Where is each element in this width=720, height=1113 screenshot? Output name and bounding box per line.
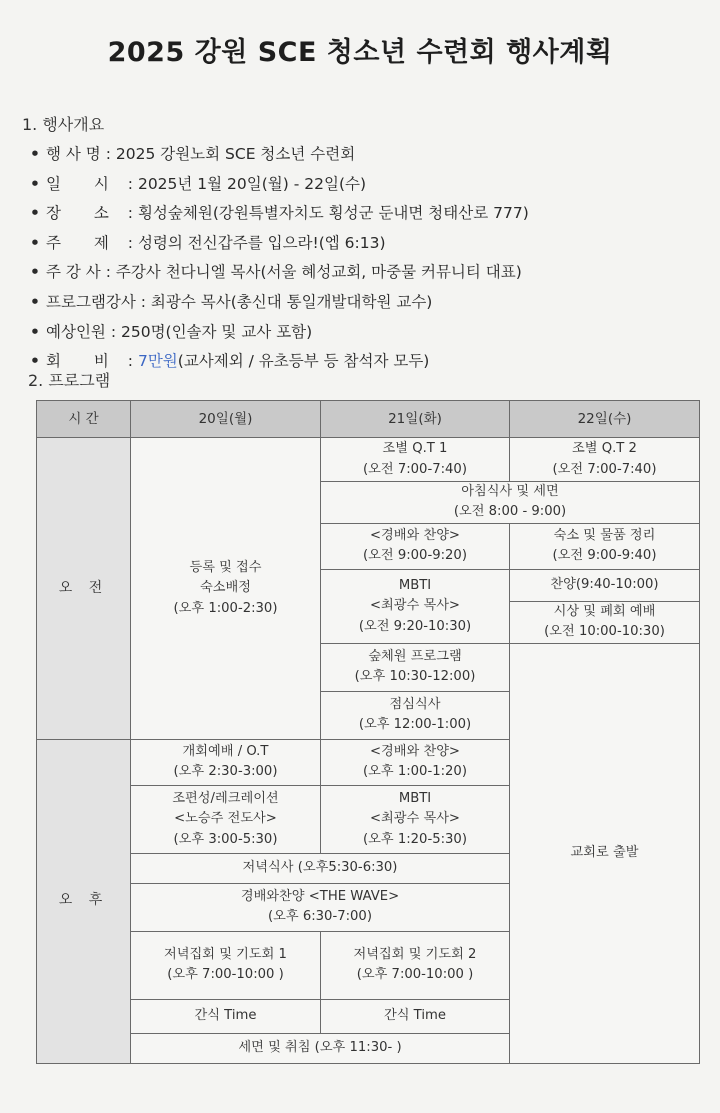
cell-title: MBTI	[398, 790, 432, 806]
cell-title: 아침식사 및 세면	[461, 484, 559, 499]
cell-title: 숙소배정	[200, 580, 251, 596]
section-heading-overview: 1. 행사개요	[22, 115, 105, 134]
info-item-fee: • 회 비 : 7만원(교사제외 / 유초등부 등 참석자 모두)	[30, 347, 529, 377]
cell-time: (오전 9:20-10:30)	[358, 618, 472, 634]
bullet-icon: •	[30, 233, 40, 252]
cell-title: <최광수 목사>	[370, 811, 460, 827]
cell-time: (오후 10:30-12:00)	[354, 669, 476, 685]
header-row	[37, 401, 700, 438]
cell-praise-d22	[510, 569, 700, 601]
bullet-icon: •	[30, 145, 40, 163]
page-title: 2025 강원 SCE 청소년 수련회 행사계획	[107, 37, 613, 68]
cell-time: (오후 7:00-10:00 )	[167, 967, 284, 983]
schedule-table	[36, 400, 700, 1064]
info-item-attendance: • 예상인원 : 250명(인솔자 및 교사 포함)	[30, 318, 529, 348]
bullet-icon: •	[30, 263, 40, 282]
section-heading-program: 2. 프로그램	[28, 371, 111, 390]
cell-time: (오전 9:00-9:40)	[552, 548, 657, 564]
cell-title: 조별 Q.T 1	[382, 441, 448, 457]
cell-time: (오전 7:00-7:40)	[363, 461, 467, 477]
info-value: (교사제외 / 유초등부 등 참석자 모두)	[177, 352, 430, 371]
header-day-20: 20일(월)	[131, 401, 321, 438]
cell-title: 조편성/레크레이션	[172, 790, 279, 806]
cell-praise-pm	[321, 739, 510, 785]
cell-time: (오전 10:00-10:30)	[544, 624, 665, 640]
cell-time: (오전 9:00-9:20)	[363, 548, 467, 564]
info-value: 2025년 1월 20일(월) - 22일(수)	[137, 174, 367, 193]
cell-time: (오후 1:00-2:30)	[173, 600, 278, 616]
cell-title: <최광수 목사>	[370, 598, 460, 614]
cell-room-cleanup	[510, 523, 700, 569]
bullet-icon: •	[30, 322, 40, 341]
cell-time: (오후 3:00-5:30)	[173, 831, 278, 847]
cell-title: MBTI	[398, 577, 432, 593]
bullet-icon: •	[30, 352, 40, 371]
info-label: 주 강 사	[46, 263, 101, 282]
cell-depart	[510, 643, 700, 1063]
cell-the-wave	[131, 883, 510, 931]
cell-praise-am	[321, 523, 510, 569]
info-item-name: • 행 사 명 : 2025 강원노회 SCE 청소년 수련회	[30, 140, 529, 170]
info-label: 회 비	[46, 352, 123, 371]
info-item-date: • 일 시 : 2025년 1월 20일(월) - 22일(수)	[30, 170, 529, 200]
cell-title: 등록 및 접수	[189, 559, 262, 575]
cell-title: 시상 및 폐회 예배	[553, 603, 656, 619]
cell-title: 점심식사	[389, 696, 441, 712]
info-value: 250명(인솔자 및 교사 포함)	[120, 322, 313, 341]
cell-snack-1	[131, 999, 321, 1033]
cell-title: <경배와 찬양>	[370, 743, 460, 759]
bullet-icon: •	[30, 204, 40, 223]
cell-time: (오후 12:00-1:00)	[358, 717, 472, 733]
cell-title: 찬양(9:40-10:00)	[550, 577, 659, 593]
cell-time: (오전 7:00-7:40)	[552, 461, 657, 477]
info-label: 주 제	[46, 233, 123, 252]
cell-dinner	[131, 853, 510, 883]
cell-time: (오후 7:00-10:00 )	[356, 967, 474, 983]
period-am: 오 전	[37, 438, 131, 740]
cell-title: 숲체원 프로그램	[368, 648, 462, 664]
cell-mbti-am	[321, 569, 510, 643]
cell-title: 조별 Q.T 2	[572, 441, 637, 457]
cell-time: (오후 1:20-5:30)	[363, 831, 467, 847]
bullet-icon: •	[30, 174, 40, 193]
cell-title: 개회예배 / O.T	[182, 743, 269, 759]
cell-snack-2	[321, 999, 510, 1033]
cell-closing-worship	[510, 601, 700, 643]
header-day-22: 22일(수)	[510, 401, 700, 438]
cell-title: 저녁식사 (오후5:30-6:30)	[242, 860, 398, 876]
overview-list	[30, 140, 529, 377]
cell-title: 간식 Time	[384, 1008, 446, 1024]
info-label: 행 사 명	[46, 145, 101, 163]
info-label: 프로그램강사	[46, 292, 136, 311]
info-item-theme: • 주 제 : 성령의 전신갑주를 입으라!(엡 6:13)	[30, 229, 529, 259]
info-value: 2025 강원노회 SCE 청소년 수련회	[115, 145, 356, 163]
cell-time: (오후 1:00-1:20)	[363, 764, 467, 780]
cell-registration	[131, 438, 321, 740]
cell-recreation	[131, 785, 321, 853]
period-pm: 오 후	[37, 739, 131, 1063]
cell-mbti-pm	[321, 785, 510, 853]
cell-lunch	[321, 691, 510, 739]
info-value: 성령의 전신갑주를 입으라!(엡 6:13)	[137, 233, 386, 252]
cell-title: 경배와찬양 <THE WAVE>	[240, 888, 400, 904]
header-time: 시 간	[37, 401, 131, 438]
bullet-icon: •	[30, 292, 40, 311]
info-item-venue: • 장 소 : 횡성숲체원(강원특별자치도 횡성군 둔내면 청태산로 777)	[30, 199, 529, 229]
cell-qt1	[321, 438, 510, 482]
cell-time: (오후 2:30-3:00)	[173, 764, 278, 780]
info-item-program-speaker: • 프로그램강사 : 최광수 목사(총신대 통일개발대학원 교수)	[30, 288, 529, 318]
cell-title: 세면 및 취침 (오후 11:30- )	[238, 1040, 402, 1056]
cell-qt2	[510, 438, 700, 482]
info-value: 최광수 목사(총신대 통일개발대학원 교수)	[150, 292, 433, 311]
info-item-speaker: • 주 강 사 : 주강사 천다니엘 목사(서울 혜성교회, 마중물 커뮤니티 대표)	[30, 258, 529, 288]
cell-time: (오전 8:00 - 9:00)	[453, 504, 567, 520]
cell-evening-1	[131, 931, 321, 999]
cell-title: 숙소 및 물품 정리	[553, 527, 656, 543]
info-label: 일 시	[46, 174, 123, 193]
info-value: 주강사 천다니엘 목사(서울 혜성교회, 마중물 커뮤니티 대표)	[115, 263, 522, 282]
cell-time: (오후 6:30-7:00)	[268, 909, 372, 925]
cell-forest-program	[321, 643, 510, 691]
cell-breakfast	[321, 482, 700, 524]
info-label: 장 소	[46, 204, 123, 223]
cell-evening-2	[321, 931, 510, 999]
cell-title: 간식 Time	[194, 1008, 257, 1024]
cell-opening-worship	[131, 739, 321, 785]
cell-title: 저녁집회 및 기도회 1	[164, 946, 287, 962]
info-label: 예상인원	[46, 322, 106, 341]
fee-amount: 7만원	[137, 352, 178, 371]
cell-title: <노승주 전도사>	[174, 811, 277, 827]
cell-sleep	[131, 1033, 510, 1063]
cell-title: 저녁집회 및 기도회 2	[353, 946, 477, 962]
header-day-21: 21일(화)	[321, 401, 510, 438]
info-value: 횡성숲체원(강원특별자치도 횡성군 둔내면 청태산로 777)	[137, 204, 529, 223]
cell-title: 교회로 출발	[570, 845, 639, 861]
cell-title: <경배와 찬양>	[370, 527, 460, 543]
